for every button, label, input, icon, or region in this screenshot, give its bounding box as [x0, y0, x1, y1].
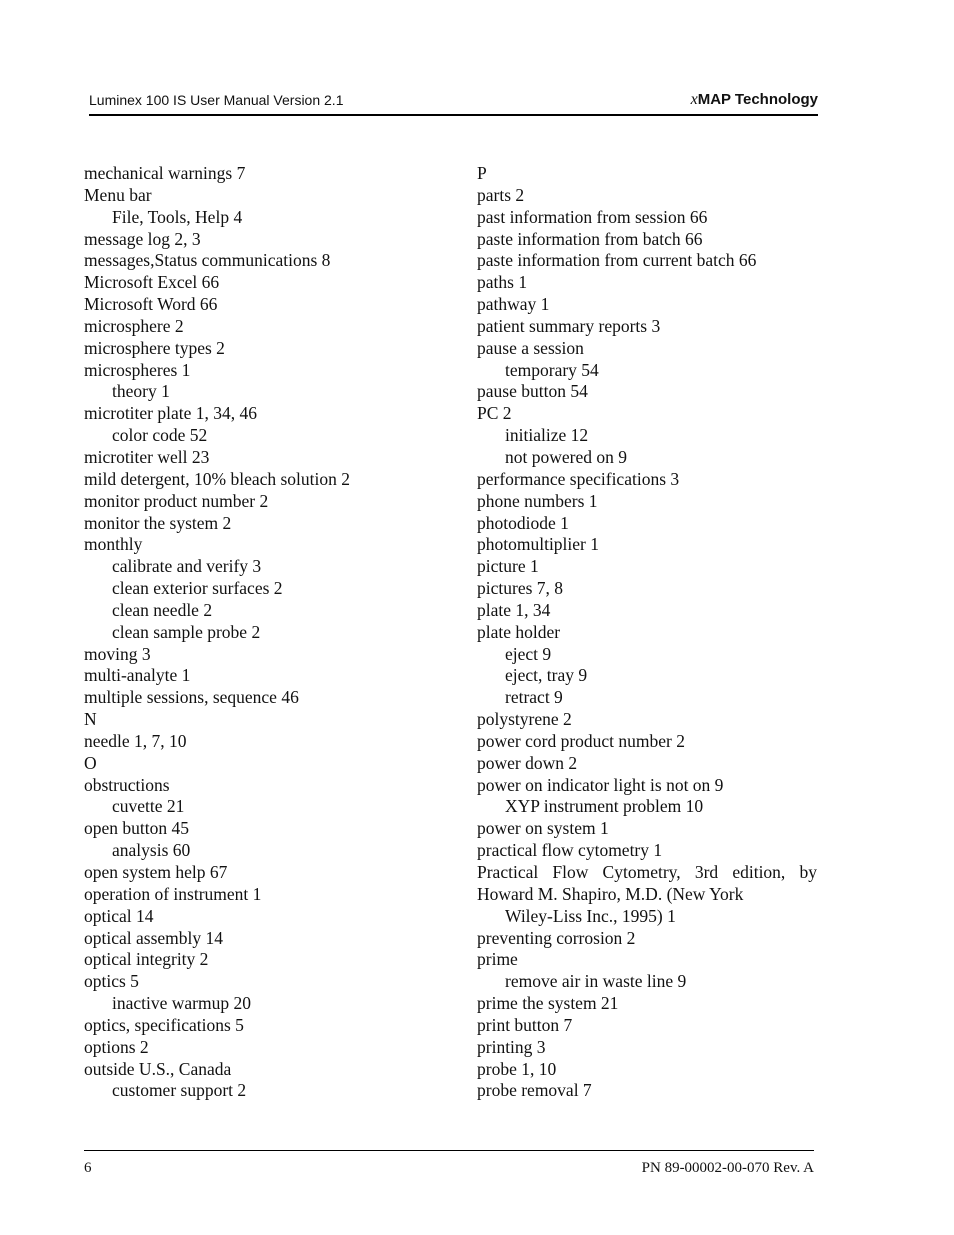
- brand-prefix: x: [690, 91, 698, 108]
- index-entry: mechanical warnings 7: [84, 163, 246, 183]
- index-subentry: XYP instrument problem 10: [505, 796, 704, 817]
- brand-title: [691, 91, 818, 109]
- index-entry: power on indicator light is not on 9: [477, 774, 724, 795]
- index-entry: monitor the system 2: [84, 512, 232, 533]
- index-entry: pause a session: [477, 337, 584, 358]
- index-entry: microtiter well 23: [84, 446, 210, 467]
- index-subentry: customer support 2: [112, 1080, 247, 1101]
- page-number: 6: [84, 1160, 92, 1176]
- index-subentry: initialize 12: [505, 425, 589, 446]
- index-entry: outside U.S., Canada: [84, 1058, 232, 1079]
- index-entry: power cord product number 2: [477, 730, 685, 751]
- index-entry: power down 2: [477, 752, 578, 773]
- index-column-right: [477, 163, 817, 1102]
- index-entry: N: [84, 709, 97, 730]
- index-entry: power on system 1: [477, 818, 609, 839]
- index-entry: paste information from batch 66: [477, 228, 703, 249]
- index-entry: prime the system 21: [477, 993, 619, 1014]
- index-entry: PC 2: [477, 403, 512, 424]
- index-entry: phone numbers 1: [477, 490, 598, 511]
- index-entry: message log 2, 3: [84, 228, 201, 249]
- index-subentry: temporary 54: [505, 359, 599, 380]
- index-subentry: File, Tools, Help 4: [112, 206, 243, 227]
- index-entry: multiple sessions, sequence 46: [84, 687, 299, 708]
- index-entry: optical assembly 14: [84, 927, 224, 948]
- index-subentry: calibrate and verify 3: [112, 556, 262, 577]
- index-entry: pause button 54: [477, 381, 588, 402]
- index-subentry: eject 9: [505, 643, 552, 664]
- index-subentry: eject, tray 9: [505, 665, 588, 686]
- footer-divider: [84, 1150, 814, 1151]
- index-entry: O: [84, 752, 97, 773]
- index-entry: polystyrene 2: [477, 709, 572, 730]
- index-entry: photomultiplier 1: [477, 534, 600, 555]
- index-entry: picture 1: [477, 556, 539, 577]
- index-subentry: not powered on 9: [505, 446, 627, 467]
- index-entry: obstructions: [84, 774, 170, 795]
- index-entry: plate 1, 34: [477, 599, 551, 620]
- index-entry: photodiode 1: [477, 512, 569, 533]
- index-subentry: clean sample probe 2: [112, 621, 261, 642]
- index-subentry: inactive warmup 20: [112, 993, 251, 1014]
- index-subentry: Wiley-Liss Inc., 1995) 1: [505, 905, 676, 926]
- index-subentry: clean needle 2: [112, 599, 213, 620]
- index-entry: multi-analyte 1: [84, 665, 191, 686]
- index-entry: optical integrity 2: [84, 949, 209, 970]
- index-entry: microtiter plate 1, 34, 46: [84, 403, 258, 424]
- index-subentry: cuvette 21: [112, 796, 185, 817]
- index-entry: prime: [477, 949, 518, 970]
- index-entry: parts 2: [477, 184, 525, 205]
- index-entry: P: [477, 163, 487, 183]
- brand-name: MAP Technology: [697, 91, 818, 108]
- index-subentry: analysis 60: [112, 840, 191, 861]
- index-entry: Practical Flow Cytometry, 3rd edition, by: [477, 862, 817, 882]
- index-entry: needle 1, 7, 10: [84, 730, 187, 751]
- index-entry: pictures 7, 8: [477, 578, 564, 599]
- index-entry: messages,Status communications 8: [84, 250, 331, 271]
- index-entry: patient summary reports 3: [477, 315, 661, 336]
- index-entry: Microsoft Excel 66: [84, 272, 220, 293]
- index-entry: performance specifications 3: [477, 468, 680, 489]
- index-entry: plate holder: [477, 621, 561, 642]
- index-entry: printing 3: [477, 1036, 546, 1057]
- index-entry: microsphere 2: [84, 315, 184, 336]
- index-entry: Howard M. Shapiro, M.D. (New York: [477, 883, 744, 904]
- index-entry: practical flow cytometry 1: [477, 840, 663, 861]
- index-entry: optics, specifications 5: [84, 1014, 244, 1035]
- index-entry: pathway 1: [477, 294, 550, 315]
- index-entry: Menu bar: [84, 184, 152, 205]
- index-entry: monitor product number 2: [84, 490, 269, 511]
- index-entry: optics 5: [84, 971, 139, 992]
- index-entry: microsphere types 2: [84, 337, 225, 358]
- index-subentry: clean exterior surfaces 2: [112, 578, 283, 599]
- index-entry: mild detergent, 10% bleach solution 2: [84, 468, 351, 489]
- index-entry: optical 14: [84, 905, 154, 926]
- manual-title: Luminex 100 IS User Manual Version 2.1: [89, 92, 344, 108]
- index-entry: past information from session 66: [477, 206, 708, 227]
- index-entry: open button 45: [84, 818, 189, 839]
- index-entry: Microsoft Word 66: [84, 294, 218, 315]
- part-number: PN 89-00002-00-070 Rev. A: [641, 1160, 814, 1176]
- index-entry: paths 1: [477, 272, 528, 293]
- index-entry: operation of instrument 1: [84, 883, 262, 904]
- index-subentry: color code 52: [112, 425, 208, 446]
- index-entry: moving 3: [84, 643, 151, 664]
- index-entry: preventing corrosion 2: [477, 927, 636, 948]
- index-entry: monthly: [84, 534, 143, 555]
- index-column-left: [84, 163, 429, 1102]
- index-entry: options 2: [84, 1036, 149, 1057]
- index-entry: open system help 67: [84, 862, 228, 882]
- index-subentry: theory 1: [112, 381, 170, 402]
- index-subentry: remove air in waste line 9: [505, 971, 687, 992]
- index-entry: print button 7: [477, 1014, 573, 1035]
- index-entry: paste information from current batch 66: [477, 250, 757, 271]
- index-subentry: retract 9: [505, 687, 563, 708]
- page-header: [89, 90, 818, 116]
- index-entry: probe removal 7: [477, 1080, 592, 1101]
- index-entry: probe 1, 10: [477, 1058, 557, 1079]
- index-entry: microspheres 1: [84, 359, 191, 380]
